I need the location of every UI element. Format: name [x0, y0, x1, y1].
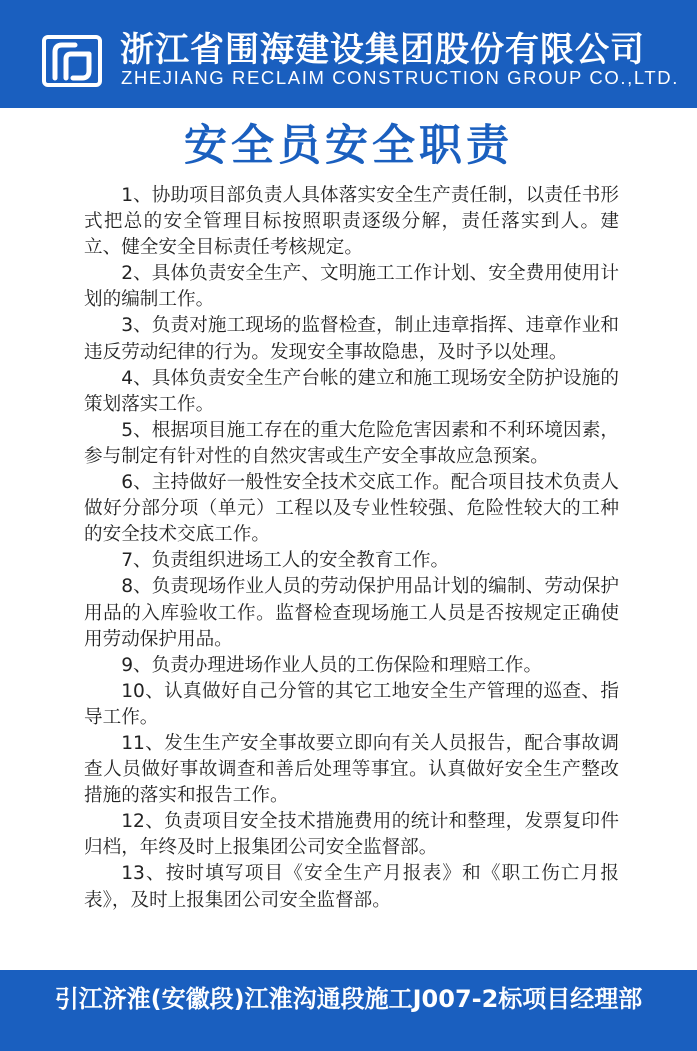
duty-item-5: 5、根据项目施工存在的重大危险危害因素和不利环境因素，参与制定有针对性的自然灾害或生产安全事故应急预案。: [84, 419, 619, 467]
duties-list: [84, 183, 619, 914]
header-banner: [0, 0, 697, 108]
duty-item-9: 9、负责办理进场作业人员的工伤保险和理赔工作。: [121, 654, 543, 676]
page-title: 安全员安全职责: [184, 121, 513, 171]
duty-item-8: 8、负责现场作业人员的劳动保护用品计划的编制、劳动保护用品的入库验收工作。监督检查现场施工人员是否按规定正确使用劳动保护用品。: [84, 576, 619, 650]
company-name-english: ZHEJIANG RECLAIM CONSTRUCTION GROUP CO.,LTD.: [121, 67, 679, 88]
duty-item-13: 13、按时填写项目《安全生产月报表》和《职工伤亡月报表》，及时上报集团公司安全监督部。: [84, 863, 619, 911]
duty-item-11: 11、发生生产安全事故要立即向有关人员报告，配合事故调查人员做好事故调查和善后处理等事宜。认真做好安全生产整改措施的落实和报告工作。: [84, 732, 619, 807]
footer-banner: [0, 970, 697, 1051]
duty-item-7: 7、负责组织进场工人的安全教育工作。: [121, 550, 450, 572]
duty-item-2: 2、具体负责安全生产、文明施工工作计划、安全费用使用计划的编制工作。: [84, 263, 619, 311]
duty-item-4: 4、具体负责安全生产台帐的建立和施工现场安全防护设施的策划落实工作。: [84, 367, 619, 415]
duty-item-1: 1、协助项目部负责人具体落实安全生产责任制，以责任书形式把总的安全管理目标按照职责逐级分解，责任落实到人。建立、健全安全目标责任考核规定。: [84, 185, 619, 259]
duty-item-6: 6、主持做好一般性安全技术交底工作。配合项目技术负责人做好分部分项（单元）工程以及专业性较强、危险性较大的工种的安全技术交底工作。: [84, 472, 619, 546]
company-name-chinese: 浙江省围海建设集团股份有限公司: [120, 30, 645, 70]
duty-item-10: 10、认真做好自己分管的其它工地安全生产管理的巡查、指导工作。: [84, 680, 619, 728]
company-logo-icon: [41, 34, 103, 88]
duty-item-3: 3、负责对施工现场的监督检查，制止违章指挥、违章作业和违反劳动纪律的行为。发现安全事故隐患，及时予以处理。: [84, 315, 619, 363]
project-department-name: 引江济淮(安徽段)江淮沟通段施工J007-2标项目经理部: [54, 985, 643, 1013]
duty-item-12: 12、负责项目安全技术措施费用的统计和整理，发票复印件归档，年终及时上报集团公司安全监督部。: [84, 811, 619, 859]
